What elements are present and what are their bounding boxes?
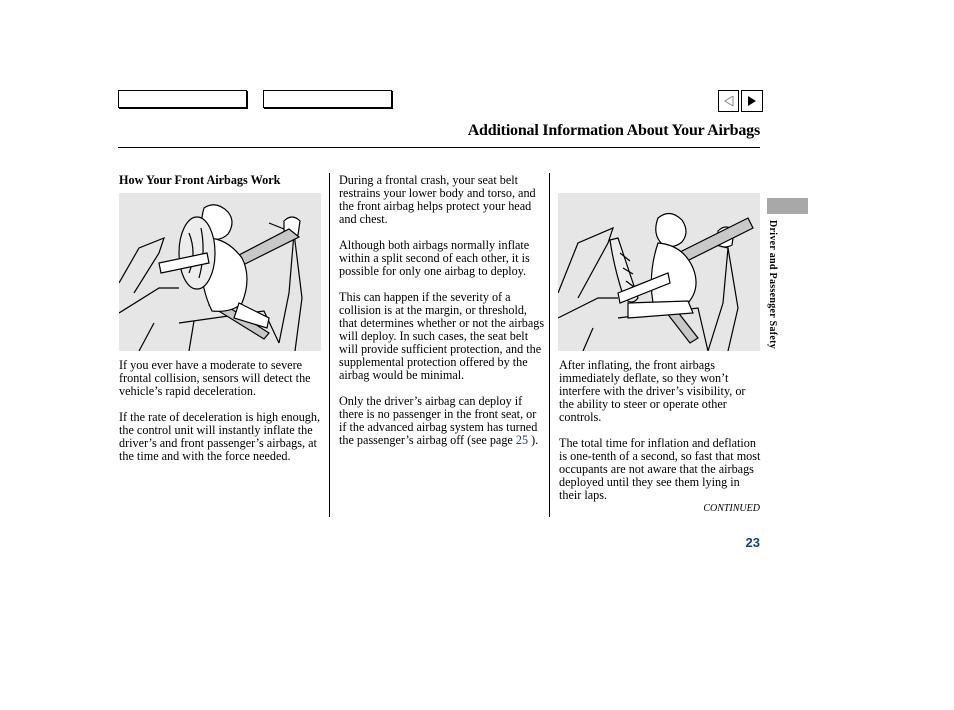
paragraph: Although both airbags normally inflate within a split second of each other, it is possible for only one airbag to deploy. <box>339 238 530 278</box>
column-divider <box>329 173 330 517</box>
page-number: 23 <box>745 535 760 550</box>
nav-index-button[interactable] <box>263 90 392 108</box>
column-3-text <box>559 359 762 515</box>
section-side-label: Driver and Passenger Safety <box>767 220 778 350</box>
page-reference-link[interactable]: 25 <box>515 433 529 447</box>
paragraph: If you ever have a moderate to severe frontal collision, sensors will detect the vehicle’s rapid deceleration. <box>119 358 311 398</box>
paragraph: This can happen if the severity of a collision is at the margin, or threshold, that determines whether or not the airbags will deploy. In such cases, the seat belt will provide sufficient protection, and the supplemental protection offered by the airbag would be minimal. <box>339 290 545 382</box>
paragraph-text: Only the driver’s airbag can deploy if there is no passenger in the front seat, or if the advanced airbag system has turned the passenger’s airbag off (see page <box>339 394 538 447</box>
paragraph: If the rate of deceleration is high enough, the control unit will instantly inflate the driver’s and front passenger’s airbags, at the time and with the force needed. <box>119 410 321 463</box>
triangle-right-icon <box>747 96 757 106</box>
section-tab-marker <box>767 198 808 214</box>
deflated-airbag-illustration <box>558 193 760 351</box>
paragraph: The total time for inflation and deflation is one-tenth of a second, so fast that most occupants are not aware that the airbags deployed until they see them lying in their laps. <box>559 436 761 502</box>
paragraph: During a frontal crash, your seat belt restrains your lower body and torso, and the front airbag helps protect your head and chest. <box>339 173 536 226</box>
paragraph-text: ). <box>528 433 539 447</box>
column-1-heading-block <box>119 174 319 187</box>
airbag-deflating-illustration <box>558 193 760 351</box>
page-title: Additional Information About Your Airbags <box>467 122 760 139</box>
previous-page-button[interactable] <box>718 90 739 112</box>
triangle-left-icon <box>724 96 734 106</box>
column-2-text <box>339 174 545 460</box>
column-1-text <box>119 359 324 476</box>
driver-airbag-illustration <box>119 193 321 351</box>
nav-contents-button[interactable] <box>118 90 247 108</box>
paragraph-with-link <box>339 395 545 447</box>
column-divider <box>549 173 550 517</box>
paragraph: After inflating, the front airbags immediately deflate, so they won’t interfere with the driver’s visibility, or the ability to steer or operate other controls. <box>559 358 746 424</box>
section-heading: How Your Front Airbags Work <box>119 173 281 187</box>
next-page-button[interactable] <box>741 90 763 112</box>
continued-label: CONTINUED <box>703 503 760 514</box>
airbag-deploying-illustration <box>119 193 321 351</box>
title-rule <box>118 147 760 148</box>
